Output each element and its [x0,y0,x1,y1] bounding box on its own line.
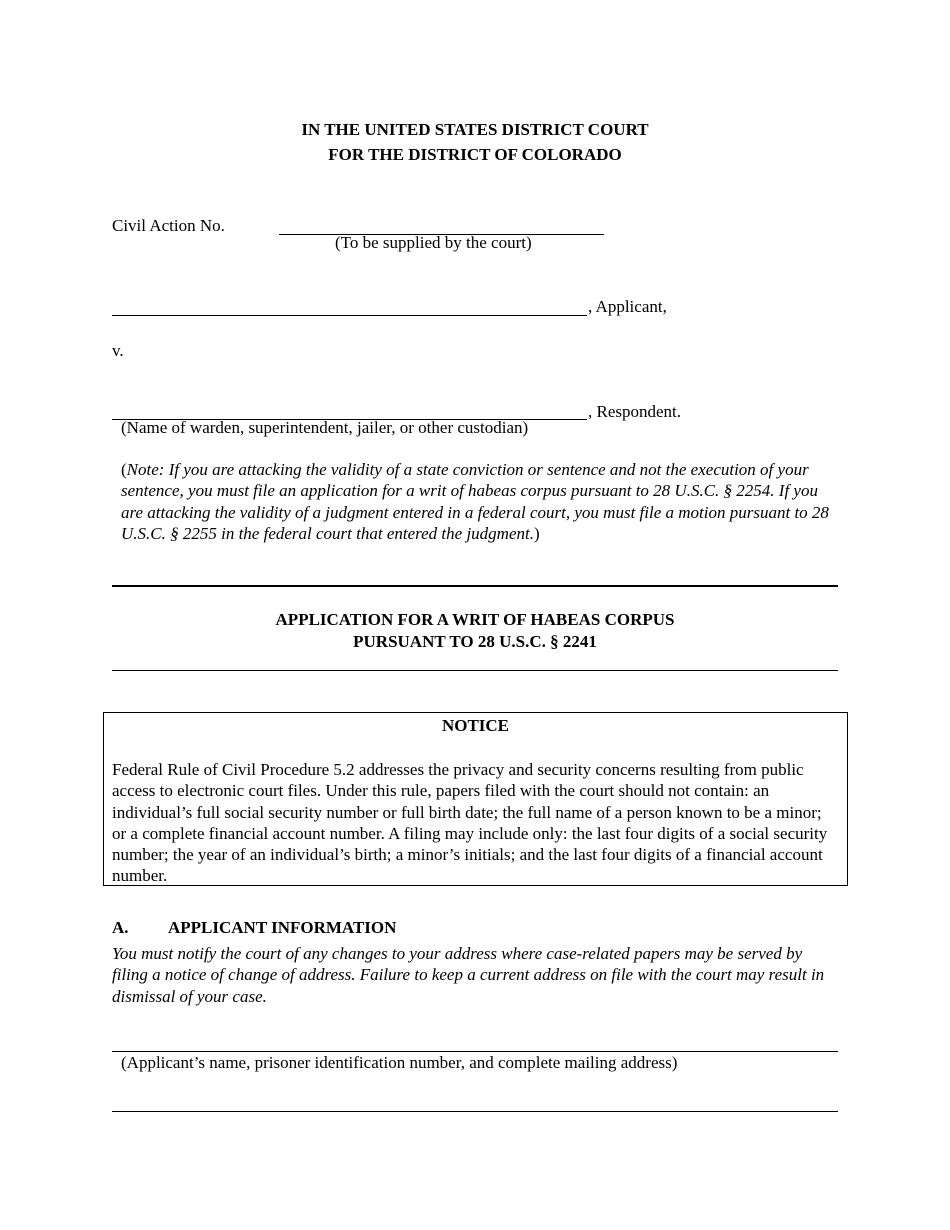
respondent-note: (Name of warden, superintendent, jailer, or other custodian) [121,418,529,437]
applicant-label: , Applicant, [588,297,667,316]
applicant-info-field[interactable] [112,1028,838,1052]
note-close-paren: ) [533,523,540,543]
section-a-heading: APPLICANT INFORMATION [168,918,397,937]
notice-heading: NOTICE [441,716,510,735]
court-heading-line1: IN THE UNITED STATES DISTRICT COURT [301,120,649,139]
respondent-label: , Respondent. [588,402,682,421]
applicant-info-extra-field[interactable] [112,1088,838,1112]
notice-body: Federal Rule of Civil Procedure 5.2 addresses the privacy and security concerns resulting from public access to electronic court files. Under this rule, papers filed with the court should not contain: an individual’s full social security number or full birth date; the full name of a person known to be a minor; or a complete financial account number. A filing may include only: the last four digits of a social security number; the year of an individual’s birth; a minor’s initials; and the last four digits of a financial account number. [112,760,828,886]
document-title-line2: PURSUANT TO 28 U.S.C. § 2241 [353,632,597,651]
document-title-line1: APPLICATION FOR A WRIT OF HABEAS CORPUS [275,610,675,629]
section-a-instructions: You must notify the court of any changes to your address where case-related papers may be served by filing a notice of change of address. Failure to keep a current address on file with the court may result in dismissal of your case. [112,944,825,1006]
versus-label: v. [112,341,124,360]
applicant-info-label: (Applicant’s name, prisoner identification number, and complete mailing address) [121,1053,678,1072]
title-bottom-rule [112,670,838,671]
respondent-name-field[interactable] [112,396,587,420]
note-text: Note: If you are attacking the validity of a state conviction or sentence and not the execution of your sentence, you must file an application for a writ of habeas corpus pursuant to 28 U.S.C. § 2254. If you are attacking the validity of a judgment entered in a federal court, you must file a motion pursuant to 28 U.S.C. § 2255 in the federal court that entered the judgment. [121,460,829,543]
court-heading-line2: FOR THE DISTRICT OF COLORADO [328,145,622,164]
habeas-note [121,459,843,544]
civil-action-label: Civil Action No. [112,216,225,235]
court-heading [0,117,950,167]
civil-action-note: (To be supplied by the court) [335,233,532,252]
notice-box [103,712,848,886]
note-open-paren: ( [121,460,127,479]
section-a-letter: A. [112,918,129,937]
title-top-rule [112,585,838,587]
civil-action-number-field[interactable] [279,210,604,235]
applicant-name-field[interactable] [112,292,587,316]
document-title [0,609,950,653]
